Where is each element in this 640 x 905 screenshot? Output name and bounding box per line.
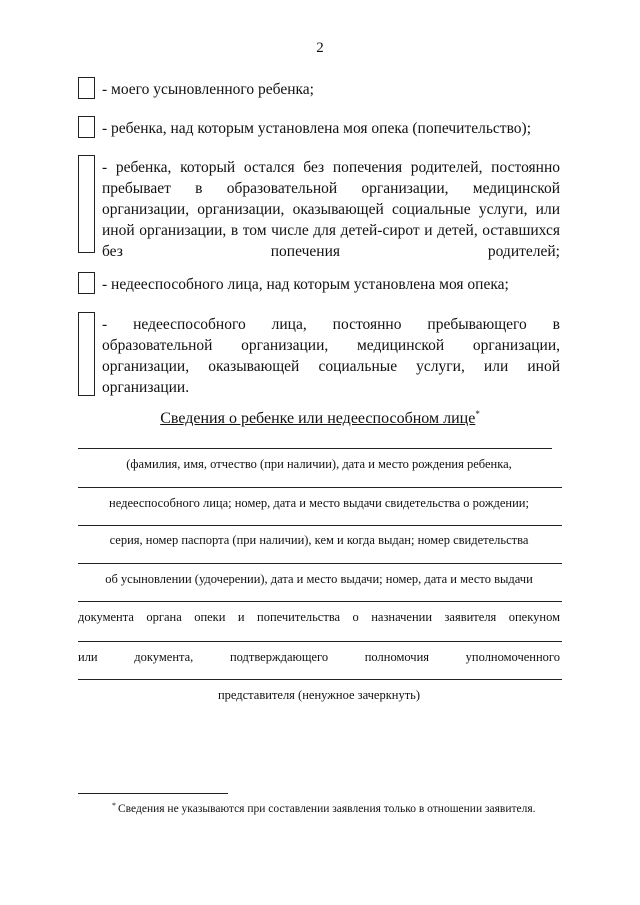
field-caption: (фамилия, имя, отчество (при наличии), дата и место рождения ребенка, — [126, 457, 512, 471]
section-heading — [0, 409, 640, 428]
fill-line[interactable] — [78, 679, 562, 680]
field-caption: представителя (ненужное зачеркнуть) — [217, 688, 421, 702]
option-checkbox[interactable] — [78, 312, 95, 396]
field-caption: документа органа опеки и попечительства о назначении заявителя опекуном — [78, 610, 560, 624]
section-heading-mark: * — [475, 409, 480, 419]
fill-line[interactable] — [78, 525, 562, 526]
footnote-mark: * — [112, 801, 116, 810]
fill-line[interactable] — [78, 487, 562, 488]
option-checkbox[interactable] — [78, 77, 95, 99]
fill-line[interactable] — [78, 448, 552, 449]
option-label: - ребенка, над которым установлена моя опека (попечительство); — [102, 120, 532, 137]
option-checkbox[interactable] — [78, 155, 95, 253]
fill-line[interactable] — [78, 641, 562, 642]
option-checkbox[interactable] — [78, 116, 95, 138]
page-number: 2 — [316, 40, 324, 56]
field-caption: серия, номер паспорта (при наличии), кем и когда выдан; номер свидетельства — [109, 533, 529, 547]
fill-line[interactable] — [78, 563, 562, 564]
section-heading-text: Сведения о ребенке или недееспособном лице — [160, 410, 476, 427]
footnote-separator — [78, 793, 228, 794]
field-caption: об усыновлении (удочерении), дата и место выдачи; номер, дата и место выдачи — [105, 572, 533, 586]
fill-line[interactable] — [78, 601, 562, 602]
footnote-text: Сведения не указываются при составлении заявления только в отношении заявителя. — [118, 803, 536, 815]
option-label: - недееспособного лица, постоянно пребывающего в образовательной организации, медицинской организации, организации, оказывающей социальные услуги, или иной организации. — [102, 316, 560, 396]
field-caption: недееспособного лица; номер, дата и место выдачи свидетельства о рождении; — [109, 496, 529, 510]
option-label: - недееспособного лица, над которым установлена моя опека; — [102, 276, 509, 293]
field-caption: или документа, подтверждающего полномочия уполномоченного — [78, 650, 560, 664]
footnote — [112, 799, 536, 816]
option-label: - ребенка, который остался без попечения родителей, постоянно пребывает в образовательной организации, медицинской организации, организации, оказывающей социальные услуги, или иной организации, в том числе для детей-сирот и детей, оставшихся без попечения родителей; — [102, 159, 560, 260]
option-checkbox[interactable] — [78, 272, 95, 294]
option-label: - моего усыновленного ребенка; — [102, 81, 314, 98]
